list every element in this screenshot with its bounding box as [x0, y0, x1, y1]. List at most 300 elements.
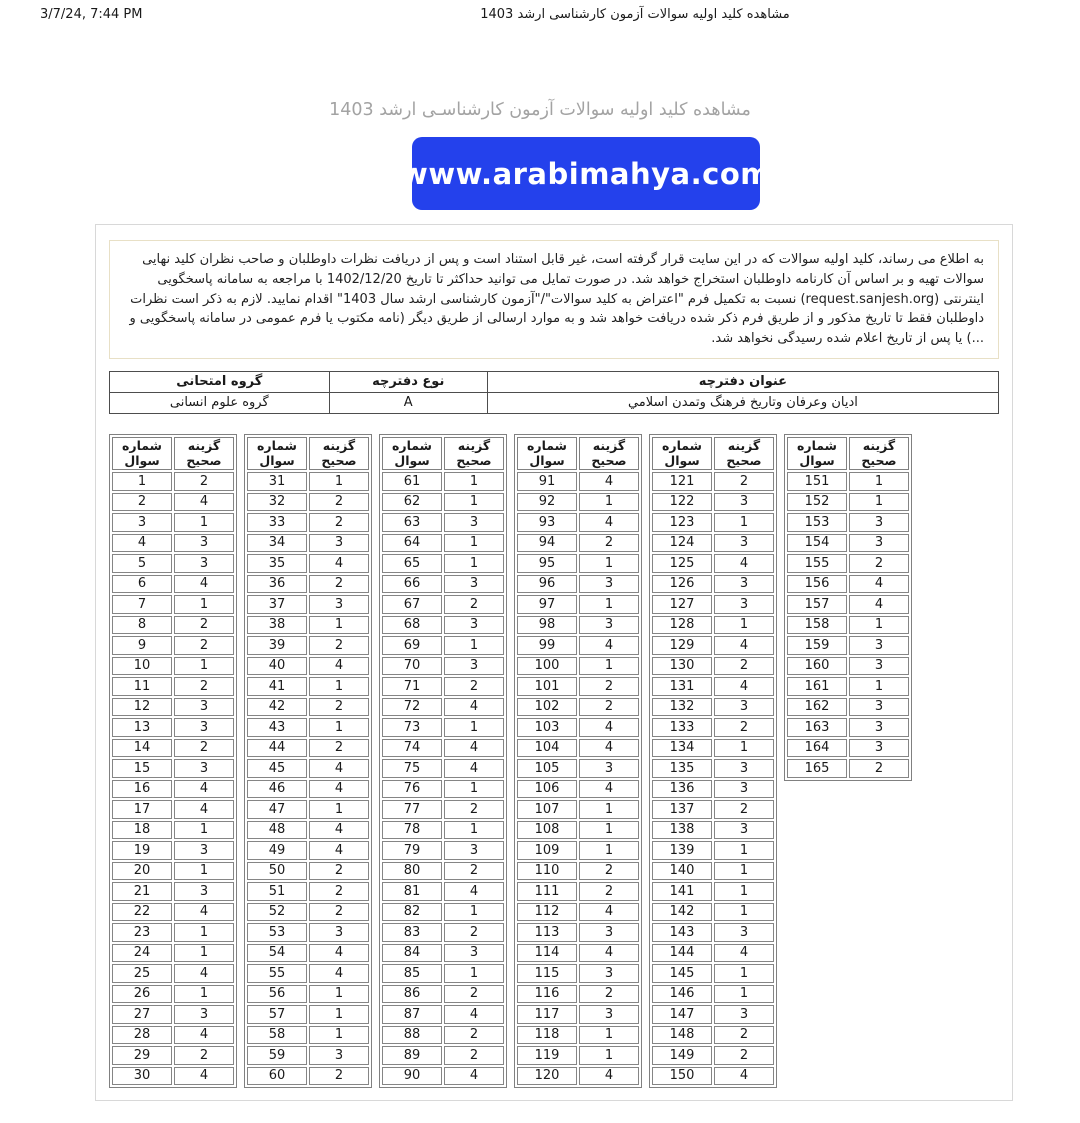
correct-option-cell: 4 [579, 739, 639, 758]
correct-option-cell: 2 [714, 1026, 774, 1045]
correct-option-cell: 3 [444, 841, 504, 860]
correct-option-cell: 2 [174, 616, 234, 635]
question-number-cell: 121 [652, 472, 712, 491]
correct-option-cell: 3 [309, 534, 369, 553]
question-number-cell: 53 [247, 923, 307, 942]
correct-option-cell: 1 [444, 780, 504, 799]
correct-option-cell: 3 [714, 698, 774, 717]
answer-row [517, 1005, 639, 1024]
correct-option-cell: 4 [309, 944, 369, 963]
correct-option-cell: 3 [714, 1005, 774, 1024]
answer-key-table [784, 434, 912, 781]
answer-row [247, 616, 369, 635]
correct-option-cell: 1 [309, 1005, 369, 1024]
answer-key-table [379, 434, 507, 1088]
answer-row [652, 800, 774, 819]
correct-option-cell: 1 [309, 472, 369, 491]
question-number-cell: 48 [247, 821, 307, 840]
answer-row [787, 472, 909, 491]
question-number-cell: 37 [247, 595, 307, 614]
answer-row [247, 944, 369, 963]
question-number-cell: 35 [247, 554, 307, 573]
question-number-cell: 93 [517, 513, 577, 532]
question-number-cell: 69 [382, 636, 442, 655]
correct-option-cell: 2 [714, 800, 774, 819]
answer-row [517, 759, 639, 778]
question-number-cell: 39 [247, 636, 307, 655]
question-number-cell: 110 [517, 862, 577, 881]
question-number-cell: 88 [382, 1026, 442, 1045]
correct-option-cell: 3 [849, 718, 909, 737]
question-number-cell: 18 [112, 821, 172, 840]
correct-option-cell: 2 [444, 985, 504, 1004]
answer-row [652, 985, 774, 1004]
question-number-cell: 62 [382, 493, 442, 512]
question-number-cell: 109 [517, 841, 577, 860]
correct-option-cell: 2 [849, 759, 909, 778]
question-number-cell: 11 [112, 677, 172, 696]
answer-row [247, 903, 369, 922]
answer-row [652, 534, 774, 553]
question-number-cell: 13 [112, 718, 172, 737]
answer-row [652, 718, 774, 737]
correct-option-cell: 1 [579, 657, 639, 676]
question-number-cell: 66 [382, 575, 442, 594]
correct-option-cell: 1 [849, 493, 909, 512]
correct-option-cell: 2 [444, 862, 504, 881]
question-number-cell: 50 [247, 862, 307, 881]
answer-row [382, 554, 504, 573]
correct-option-cell: 2 [174, 677, 234, 696]
answer-row [517, 1026, 639, 1045]
print-datetime: 3/7/24, 7:44 PM [40, 7, 143, 22]
question-number-cell: 46 [247, 780, 307, 799]
correct-option-header: گزینه صحیح [849, 437, 909, 470]
question-number-cell: 17 [112, 800, 172, 819]
question-number-cell: 98 [517, 616, 577, 635]
answer-row [382, 657, 504, 676]
answer-row [112, 698, 234, 717]
answer-row [652, 841, 774, 860]
correct-option-cell: 3 [309, 595, 369, 614]
question-number-cell: 155 [787, 554, 847, 573]
correct-option-cell: 4 [579, 944, 639, 963]
correct-option-cell: 2 [579, 534, 639, 553]
question-number-cell: 92 [517, 493, 577, 512]
question-number-cell: 149 [652, 1046, 712, 1065]
question-number-cell: 68 [382, 616, 442, 635]
answer-row [382, 1026, 504, 1045]
question-number-cell: 160 [787, 657, 847, 676]
correct-option-cell: 4 [579, 472, 639, 491]
correct-option-cell: 2 [174, 636, 234, 655]
correct-option-cell: 4 [174, 780, 234, 799]
question-number-cell: 96 [517, 575, 577, 594]
question-number-cell: 22 [112, 903, 172, 922]
correct-option-cell: 2 [309, 513, 369, 532]
correct-option-cell: 4 [174, 1026, 234, 1045]
answer-row [382, 595, 504, 614]
answer-row [517, 923, 639, 942]
answer-row [652, 472, 774, 491]
question-number-cell: 95 [517, 554, 577, 573]
question-number-cell: 102 [517, 698, 577, 717]
correct-option-cell: 2 [309, 739, 369, 758]
correct-option-cell: 4 [174, 575, 234, 594]
question-number-cell: 115 [517, 964, 577, 983]
correct-option-cell: 2 [714, 657, 774, 676]
print-header [0, 0, 1080, 22]
answer-row [112, 739, 234, 758]
info-value-booklet-type: A [329, 392, 487, 413]
answer-row [382, 472, 504, 491]
correct-option-cell: 4 [309, 759, 369, 778]
answer-row [517, 841, 639, 860]
correct-option-cell: 1 [444, 554, 504, 573]
correct-option-cell: 1 [849, 616, 909, 635]
correct-option-cell: 3 [444, 657, 504, 676]
correct-option-cell: 4 [714, 677, 774, 696]
answer-row [652, 944, 774, 963]
answer-row [247, 841, 369, 860]
correct-option-cell: 3 [849, 739, 909, 758]
question-number-cell: 60 [247, 1067, 307, 1086]
answer-row [517, 739, 639, 758]
correct-option-cell: 4 [444, 739, 504, 758]
question-number-cell: 29 [112, 1046, 172, 1065]
answer-row [247, 1026, 369, 1045]
info-header-exam-group: گروه امتحانی [110, 371, 330, 392]
correct-option-cell: 2 [309, 636, 369, 655]
correct-option-cell: 3 [444, 513, 504, 532]
answer-row [247, 554, 369, 573]
question-number-cell: 77 [382, 800, 442, 819]
answer-row [652, 595, 774, 614]
answer-row [382, 677, 504, 696]
question-number-cell: 8 [112, 616, 172, 635]
correct-option-cell: 2 [309, 575, 369, 594]
correct-option-cell: 3 [444, 944, 504, 963]
question-number-cell: 125 [652, 554, 712, 573]
answer-row [247, 677, 369, 696]
correct-option-cell: 2 [444, 800, 504, 819]
answer-row [652, 616, 774, 635]
answer-row [382, 759, 504, 778]
question-number-cell: 157 [787, 595, 847, 614]
answer-row [652, 1026, 774, 1045]
question-number-cell: 99 [517, 636, 577, 655]
answer-row [652, 759, 774, 778]
answer-row [517, 903, 639, 922]
answer-row [517, 1046, 639, 1065]
correct-option-cell: 1 [174, 821, 234, 840]
correct-option-cell: 4 [309, 841, 369, 860]
correct-option-cell: 2 [579, 985, 639, 1004]
question-number-cell: 127 [652, 595, 712, 614]
correct-option-cell: 3 [579, 1005, 639, 1024]
correct-option-cell: 3 [174, 882, 234, 901]
correct-option-cell: 4 [849, 595, 909, 614]
question-number-cell: 81 [382, 882, 442, 901]
notice-box: به اطلاع می رساند، کلید اولیه سوالات که در این سایت قرار گرفته است، غیر قابل استناد است و پس از دریافت نظرات داوطلبان و صاحب نظران کلید نهایی سوالات تهیه و بر اساس آن کارنامه داوطلبان استخراج خواهد شد. در صورت تمایل می توانید حداکثر تا تاریخ 1402/12/20 با مراجعه به سامانه پاسخگویی اینترنتی (request.sanjesh.org) نسبت به تکمیل فرم "اعتراض به کلید سوالات"/"آزمون کارشناسی ارشد سال 1403" اقدام نمایید. لازم به ذکر است نظرات داوطلبان فقط تا تاریخ مذکور و از طریق فرم ذکر شده دریافت خواهد شد و به موارد ارسالی از طریق دیگر (نامه مکتوب یا فرم عمومی در سامانه پاسخگویی و ...) یا پس از تاریخ اعلام شده رسیدگی نخواهد شد. [109, 240, 999, 359]
correct-option-cell: 1 [444, 903, 504, 922]
answer-row [382, 493, 504, 512]
question-number-cell: 26 [112, 985, 172, 1004]
website-url: www.arabimahya.com [401, 156, 771, 191]
answer-row [112, 677, 234, 696]
correct-option-cell: 2 [579, 677, 639, 696]
correct-option-cell: 4 [444, 1005, 504, 1024]
correct-option-cell: 3 [444, 575, 504, 594]
correct-option-cell: 1 [714, 903, 774, 922]
answer-key-header-row [247, 437, 369, 470]
answer-row [247, 698, 369, 717]
correct-option-cell: 1 [309, 718, 369, 737]
answer-key-table [514, 434, 642, 1088]
correct-option-cell: 1 [714, 616, 774, 635]
correct-option-cell: 4 [309, 554, 369, 573]
question-number-cell: 20 [112, 862, 172, 881]
answer-row [112, 513, 234, 532]
correct-option-cell: 1 [174, 595, 234, 614]
question-number-cell: 148 [652, 1026, 712, 1045]
answer-key-header-row [517, 437, 639, 470]
answer-row [787, 698, 909, 717]
question-number-cell: 118 [517, 1026, 577, 1045]
question-number-cell: 113 [517, 923, 577, 942]
question-number-cell: 119 [517, 1046, 577, 1065]
question-number-cell: 64 [382, 534, 442, 553]
question-number-cell: 44 [247, 739, 307, 758]
correct-option-cell: 3 [714, 534, 774, 553]
answer-row [382, 636, 504, 655]
answer-row [517, 595, 639, 614]
question-number-cell: 47 [247, 800, 307, 819]
answer-key-header-row [382, 437, 504, 470]
answer-row [247, 493, 369, 512]
answer-row [517, 1067, 639, 1086]
correct-option-cell: 4 [579, 1067, 639, 1086]
answer-row [247, 472, 369, 491]
correct-option-cell: 2 [174, 472, 234, 491]
correct-option-cell: 4 [444, 1067, 504, 1086]
question-number-header: شماره سوال [247, 437, 307, 470]
question-number-cell: 89 [382, 1046, 442, 1065]
answer-row [517, 513, 639, 532]
question-number-cell: 94 [517, 534, 577, 553]
question-number-cell: 2 [112, 493, 172, 512]
correct-option-cell: 4 [714, 944, 774, 963]
answer-row [787, 677, 909, 696]
question-number-cell: 75 [382, 759, 442, 778]
question-number-cell: 87 [382, 1005, 442, 1024]
question-number-cell: 25 [112, 964, 172, 983]
correct-option-cell: 1 [174, 923, 234, 942]
question-number-cell: 52 [247, 903, 307, 922]
answer-key-header-row [787, 437, 909, 470]
answer-row [517, 780, 639, 799]
question-number-cell: 146 [652, 985, 712, 1004]
answer-row [112, 964, 234, 983]
answer-row [382, 780, 504, 799]
question-number-cell: 61 [382, 472, 442, 491]
question-number-cell: 7 [112, 595, 172, 614]
answer-row [112, 595, 234, 614]
answer-row [517, 964, 639, 983]
correct-option-cell: 3 [714, 923, 774, 942]
answer-row [517, 554, 639, 573]
info-header-row [110, 371, 999, 392]
correct-option-cell: 2 [444, 1026, 504, 1045]
question-number-cell: 43 [247, 718, 307, 737]
correct-option-cell: 2 [849, 554, 909, 573]
correct-option-cell: 4 [309, 657, 369, 676]
answer-row [517, 493, 639, 512]
correct-option-cell: 3 [849, 657, 909, 676]
question-number-cell: 73 [382, 718, 442, 737]
answer-row [112, 759, 234, 778]
question-number-cell: 21 [112, 882, 172, 901]
answer-row [517, 698, 639, 717]
correct-option-cell: 1 [579, 595, 639, 614]
correct-option-cell: 3 [174, 554, 234, 573]
answer-row [787, 575, 909, 594]
question-number-cell: 59 [247, 1046, 307, 1065]
question-number-cell: 56 [247, 985, 307, 1004]
question-number-cell: 142 [652, 903, 712, 922]
question-number-cell: 41 [247, 677, 307, 696]
answer-key-table [649, 434, 777, 1088]
question-number-cell: 156 [787, 575, 847, 594]
answer-row [382, 821, 504, 840]
answer-row [382, 534, 504, 553]
answer-row [652, 698, 774, 717]
question-number-cell: 72 [382, 698, 442, 717]
question-number-cell: 84 [382, 944, 442, 963]
answer-row [112, 800, 234, 819]
correct-option-cell: 1 [579, 554, 639, 573]
correct-option-cell: 2 [309, 698, 369, 717]
correct-option-cell: 4 [309, 964, 369, 983]
answer-row [517, 677, 639, 696]
correct-option-cell: 4 [579, 903, 639, 922]
question-number-cell: 90 [382, 1067, 442, 1086]
answer-tables [109, 434, 999, 1088]
question-number-cell: 83 [382, 923, 442, 942]
answer-row [382, 1067, 504, 1086]
info-value-exam-group: گروه علوم انسانی [110, 392, 330, 413]
answer-row [652, 677, 774, 696]
question-number-cell: 58 [247, 1026, 307, 1045]
answer-row [517, 718, 639, 737]
info-header-booklet-title: عنوان دفترچه [487, 371, 998, 392]
answer-row [517, 657, 639, 676]
correct-option-cell: 1 [309, 1026, 369, 1045]
question-number-cell: 70 [382, 657, 442, 676]
answer-row [112, 862, 234, 881]
question-number-cell: 138 [652, 821, 712, 840]
answer-key-header-row [112, 437, 234, 470]
correct-option-cell: 4 [174, 903, 234, 922]
correct-option-cell: 2 [174, 739, 234, 758]
answer-row [652, 739, 774, 758]
question-number-cell: 14 [112, 739, 172, 758]
answer-row [787, 739, 909, 758]
question-number-cell: 159 [787, 636, 847, 655]
question-number-cell: 1 [112, 472, 172, 491]
answer-row [652, 964, 774, 983]
answer-row [382, 616, 504, 635]
question-number-cell: 27 [112, 1005, 172, 1024]
question-number-cell: 57 [247, 1005, 307, 1024]
correct-option-cell: 3 [849, 534, 909, 553]
question-number-cell: 31 [247, 472, 307, 491]
answer-key-table [244, 434, 372, 1088]
question-number-cell: 128 [652, 616, 712, 635]
correct-option-cell: 3 [579, 575, 639, 594]
question-number-cell: 134 [652, 739, 712, 758]
correct-option-cell: 3 [309, 923, 369, 942]
correct-option-cell: 3 [579, 759, 639, 778]
correct-option-cell: 4 [174, 493, 234, 512]
question-number-header: شماره سوال [787, 437, 847, 470]
question-number-cell: 135 [652, 759, 712, 778]
correct-option-cell: 2 [309, 493, 369, 512]
correct-option-cell: 1 [174, 862, 234, 881]
answer-row [787, 718, 909, 737]
correct-option-cell: 1 [174, 985, 234, 1004]
correct-option-cell: 4 [579, 780, 639, 799]
correct-option-cell: 1 [309, 616, 369, 635]
question-number-cell: 40 [247, 657, 307, 676]
question-number-cell: 150 [652, 1067, 712, 1086]
answer-row [112, 1046, 234, 1065]
answer-row [112, 554, 234, 573]
answer-row [112, 821, 234, 840]
answer-row [652, 575, 774, 594]
answer-row [652, 821, 774, 840]
correct-option-cell: 1 [444, 493, 504, 512]
answer-row [382, 698, 504, 717]
question-number-cell: 107 [517, 800, 577, 819]
question-number-cell: 131 [652, 677, 712, 696]
question-number-cell: 123 [652, 513, 712, 532]
correct-option-cell: 2 [714, 472, 774, 491]
correct-option-cell: 3 [714, 493, 774, 512]
question-number-cell: 161 [787, 677, 847, 696]
answer-row [382, 985, 504, 1004]
correct-option-cell: 4 [714, 1067, 774, 1086]
question-number-cell: 116 [517, 985, 577, 1004]
answer-row [382, 964, 504, 983]
correct-option-cell: 1 [309, 985, 369, 1004]
correct-option-cell: 2 [579, 862, 639, 881]
answer-row [247, 534, 369, 553]
answer-row [517, 882, 639, 901]
answer-row [112, 1005, 234, 1024]
answer-row [787, 657, 909, 676]
correct-option-cell: 4 [444, 698, 504, 717]
correct-option-cell: 1 [444, 964, 504, 983]
question-number-cell: 16 [112, 780, 172, 799]
answer-row [517, 862, 639, 881]
correct-option-cell: 4 [174, 800, 234, 819]
correct-option-cell: 2 [309, 882, 369, 901]
correct-option-cell: 1 [174, 944, 234, 963]
print-doc-title: مشاهده کلید اولیه سوالات آزمون کارشناسی ارشد 1403 [480, 7, 790, 22]
website-banner[interactable] [401, 137, 771, 210]
question-number-cell: 117 [517, 1005, 577, 1024]
